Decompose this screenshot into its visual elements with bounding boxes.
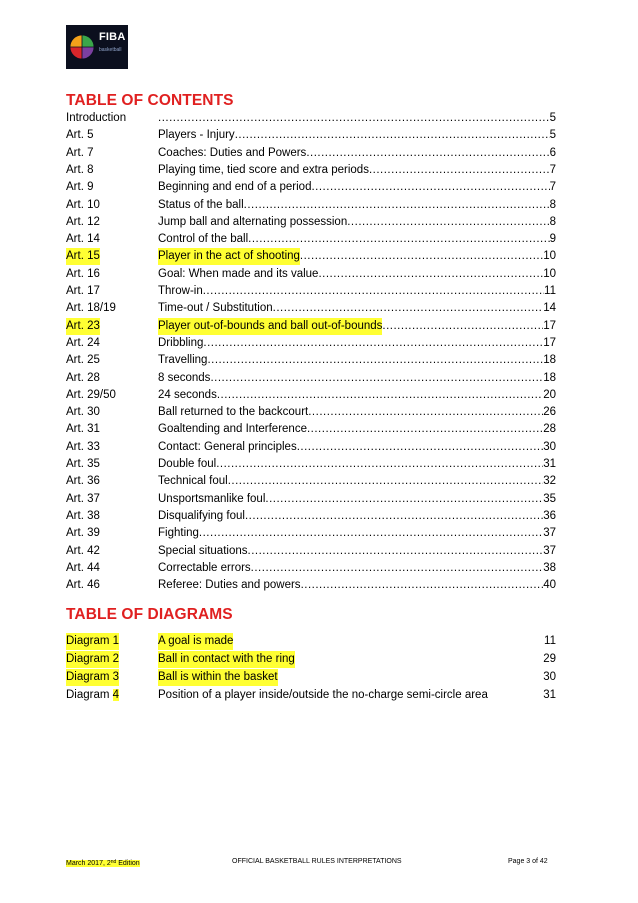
toc-page-number: 36 (543, 509, 556, 522)
toc-title: Players - Injury (158, 129, 235, 142)
dot-leader (369, 162, 550, 179)
dot-leader (158, 110, 550, 127)
toc-page-number: 28 (543, 423, 556, 436)
dot-leader (347, 214, 549, 231)
toc-entry[interactable] (66, 491, 556, 508)
dot-leader (228, 473, 544, 490)
toc-article: Art. 28 (66, 371, 100, 384)
toc-title-line (158, 577, 556, 594)
toc-page-number: 32 (543, 475, 556, 488)
diagram-label-prefix: Diagram (66, 671, 113, 683)
toc-title-line (158, 387, 556, 404)
diagram-label-number: 1 (112, 635, 120, 647)
toc-entry[interactable] (66, 162, 556, 179)
toc-title: Goaltending and Interference (158, 423, 307, 436)
dot-leader (235, 127, 550, 144)
diagram-entry[interactable] (66, 669, 556, 686)
toc-page-number: 8 (549, 198, 556, 211)
dot-leader (203, 283, 544, 300)
logo-text: FIBA (99, 31, 126, 43)
toc-page-number: 11 (544, 285, 556, 297)
toc-title-line (158, 560, 556, 577)
footer-edition-suffix: Edition (116, 860, 140, 867)
toc-title: Disqualifying foul (158, 509, 245, 522)
dot-leader (248, 231, 549, 248)
toc-article: Art. 46 (66, 579, 100, 592)
diagram-label (66, 669, 119, 686)
toc-title-line (158, 110, 556, 127)
toc-article: Art. 36 (66, 475, 100, 488)
toc-entry[interactable] (66, 300, 556, 317)
footer-edition-sup: nd (110, 859, 117, 865)
toc-entry[interactable] (66, 439, 556, 456)
toc-entry[interactable] (66, 456, 556, 473)
toc-page-number: 20 (543, 388, 556, 401)
diagram-label-prefix: Diagram (66, 653, 113, 665)
toc-title-line (158, 543, 556, 560)
diagram-title: A goal is made (158, 633, 233, 650)
toc-title-line (158, 421, 556, 438)
dot-leader (318, 266, 543, 283)
toc-entry[interactable] (66, 473, 556, 490)
toc-title-line (158, 162, 556, 179)
dot-leader (382, 318, 543, 335)
toc-page-number: 35 (543, 492, 556, 505)
dot-leader (203, 335, 543, 352)
toc-page-number: 6 (549, 146, 556, 159)
toc-title-line (158, 231, 556, 248)
toc-page-number: 14 (543, 302, 556, 315)
toc-article: Art. 12 (66, 215, 100, 228)
dot-leader (244, 197, 550, 214)
toc-entry[interactable] (66, 404, 556, 421)
dot-leader (217, 387, 543, 404)
toc-article: Art. 17 (66, 285, 100, 297)
dot-leader (307, 421, 543, 438)
diagram-entry[interactable] (66, 633, 556, 650)
toc-page-number: 18 (543, 371, 556, 384)
toc-article: Art. 25 (66, 354, 100, 367)
toc-title-line (158, 318, 556, 335)
toc-entry[interactable] (66, 248, 556, 265)
diagram-title: Ball in contact with the ring (158, 651, 295, 668)
toc-title: Jump ball and alternating possession (158, 215, 348, 228)
footer-edition-prefix: March 2017, 2 (66, 860, 111, 867)
toc-article: Art. 7 (66, 146, 94, 159)
toc-title-line (158, 508, 556, 525)
diagram-page-number: 31 (543, 689, 556, 701)
toc-entry[interactable] (66, 525, 556, 542)
toc-page-number: 7 (549, 181, 556, 194)
toc-title: 24 seconds (158, 388, 217, 401)
toc-page-number: 37 (543, 527, 556, 540)
diagram-label-number: 3 (112, 671, 120, 683)
dot-leader (297, 439, 543, 456)
toc-article: Art. 29/50 (66, 388, 116, 401)
toc-page-number: 10 (543, 267, 556, 280)
toc-title: Throw-in (158, 285, 203, 297)
toc-heading: TABLE OF CONTENTS (66, 92, 234, 109)
toc-title: Double foul (158, 458, 217, 470)
toc-article: Art. 39 (66, 527, 100, 540)
toc-title: Coaches: Duties and Powers (158, 146, 307, 159)
fiba-logo (66, 25, 128, 69)
dot-leader (301, 577, 544, 594)
toc-article: Art. 42 (66, 544, 100, 557)
toc-entry[interactable] (66, 231, 556, 248)
diagram-title: Ball is within the basket (158, 669, 278, 686)
toc-page-number: 40 (543, 579, 556, 592)
diagram-title: Position of a player inside/outside the no-charge semi-circle area (158, 689, 488, 701)
toc-title: Contact: General principles (158, 440, 297, 453)
diagram-label-number: 4 (112, 689, 120, 701)
toc-article: Art. 18/19 (66, 302, 116, 315)
toc-entry[interactable] (66, 508, 556, 525)
dot-leader (306, 145, 549, 162)
toc-page-number: 5 (549, 112, 556, 124)
toc-page-number: 17 (543, 319, 556, 332)
toc-title-line (158, 214, 556, 231)
toc-title: Fighting (158, 527, 199, 540)
toc-page-number: 8 (549, 215, 556, 228)
toc-title-line (158, 179, 556, 196)
dot-leader (273, 300, 544, 317)
toc-title: 8 seconds (158, 371, 211, 384)
toc-article: Art. 10 (66, 198, 100, 211)
toc-article: Art. 44 (66, 561, 100, 574)
toc-title-line (158, 370, 556, 387)
footer-title: OFFICIAL BASKETBALL RULES INTERPRETATIONS (232, 858, 402, 865)
toc-entry[interactable] (66, 352, 556, 369)
toc-title-line (158, 456, 556, 473)
dot-leader (265, 491, 543, 508)
toc-title-line (158, 266, 556, 283)
toc-article: Art. 31 (66, 423, 100, 436)
diagram-entry[interactable] (66, 687, 556, 704)
toc-title: Travelling (158, 354, 208, 367)
toc-title-line (158, 335, 556, 352)
diagram-label (66, 651, 119, 668)
toc-article: Art. 9 (66, 181, 94, 194)
toc-title-line (158, 283, 556, 300)
toc-title-line (158, 197, 556, 214)
toc-title-line (158, 127, 556, 144)
footer-edition (66, 857, 140, 869)
toc-page-number: 9 (549, 233, 556, 246)
dot-leader (308, 404, 543, 421)
diagrams-heading: TABLE OF DIAGRAMS (66, 606, 233, 623)
toc-article: Art. 35 (66, 458, 100, 470)
toc-article: Art. 33 (66, 440, 100, 453)
toc-title-line (158, 439, 556, 456)
toc-page-number: 38 (543, 561, 556, 574)
toc-title-line (158, 248, 556, 265)
toc-title: Technical foul (158, 475, 228, 488)
toc-page-number: 31 (543, 458, 556, 470)
toc-title: Dribbling (158, 336, 204, 349)
toc-article: Art. 15 (66, 248, 100, 265)
toc-title: Special situations (158, 544, 248, 557)
toc-title: Unsportsmanlike foul (158, 492, 266, 505)
toc-title-line (158, 491, 556, 508)
toc-title-line (158, 525, 556, 542)
toc-title: Time-out / Substitution (158, 302, 273, 315)
dot-leader (210, 370, 543, 387)
toc-page-number: 5 (549, 129, 556, 142)
toc-article: Introduction (66, 112, 127, 124)
toc-entry[interactable] (66, 110, 556, 127)
dot-leader (300, 248, 543, 265)
toc-page-number: 18 (543, 354, 556, 367)
diagram-label (66, 687, 119, 704)
dot-leader (251, 560, 544, 577)
toc-page-number: 7 (549, 163, 556, 176)
toc-article: Art. 38 (66, 509, 100, 522)
toc-article: Art. 14 (66, 233, 100, 246)
toc-entry[interactable] (66, 543, 556, 560)
toc-entry[interactable] (66, 560, 556, 577)
toc-entry[interactable] (66, 145, 556, 162)
toc-article: Art. 37 (66, 492, 100, 505)
dot-leader (199, 525, 543, 542)
dot-leader (207, 352, 543, 369)
toc-entry[interactable] (66, 197, 556, 214)
dot-leader (311, 179, 549, 196)
toc-entry[interactable] (66, 577, 556, 594)
toc-title-line (158, 404, 556, 421)
toc-article: Art. 23 (66, 318, 100, 335)
toc-entry[interactable] (66, 318, 556, 335)
diagram-page-number: 30 (543, 671, 556, 683)
toc-article: Art. 8 (66, 163, 94, 176)
dot-leader (216, 456, 543, 473)
toc-title: Correctable errors (158, 561, 251, 574)
toc-entry[interactable] (66, 387, 556, 404)
toc-entry[interactable] (66, 266, 556, 283)
dot-leader (248, 543, 544, 560)
toc-title: Player out-of-bounds and ball out-of-bounds (158, 318, 382, 335)
toc-entry[interactable] (66, 214, 556, 231)
toc-title: Ball returned to the backcourt (158, 406, 309, 419)
diagram-entry[interactable] (66, 651, 556, 668)
toc-entry[interactable] (66, 335, 556, 352)
toc-page-number: 10 (543, 250, 556, 263)
toc-entry[interactable] (66, 370, 556, 387)
diagram-label-prefix: Diagram (66, 635, 113, 647)
toc-title-line (158, 352, 556, 369)
toc-entry[interactable] (66, 283, 556, 300)
toc-article: Art. 5 (66, 129, 94, 142)
toc-title-line (158, 473, 556, 490)
toc-title: Player in the act of shooting (158, 248, 300, 265)
toc-title: Goal: When made and its value (158, 267, 319, 280)
dot-leader (245, 508, 543, 525)
logo-subtext: basketball (99, 47, 122, 53)
toc-page-number: 30 (543, 440, 556, 453)
toc-article: Art. 30 (66, 406, 100, 419)
toc-page-number: 37 (543, 544, 556, 557)
diagram-label-prefix: Diagram (66, 689, 113, 701)
toc-title: Referee: Duties and powers (158, 579, 301, 592)
toc-title: Control of the ball (158, 233, 249, 246)
diagram-label-number: 2 (112, 653, 120, 665)
toc-title-line (158, 145, 556, 162)
toc-title: Status of the ball (158, 198, 244, 211)
toc-article: Art. 16 (66, 267, 100, 280)
toc-article: Art. 24 (66, 336, 100, 349)
toc-title-line (158, 300, 556, 317)
toc-entry[interactable] (66, 179, 556, 196)
toc-title: Playing time, tied score and extra periods (158, 163, 369, 176)
toc-page-number: 26 (543, 406, 556, 419)
diagram-page-number: 11 (544, 635, 556, 647)
diagram-label (66, 633, 119, 650)
toc-entry[interactable] (66, 421, 556, 438)
footer-page-number: Page 3 of 42 (508, 858, 548, 865)
toc-entry[interactable] (66, 127, 556, 144)
toc-title: Beginning and end of a period (158, 181, 312, 194)
toc-page-number: 17 (543, 336, 556, 349)
diagram-page-number: 29 (543, 653, 556, 665)
